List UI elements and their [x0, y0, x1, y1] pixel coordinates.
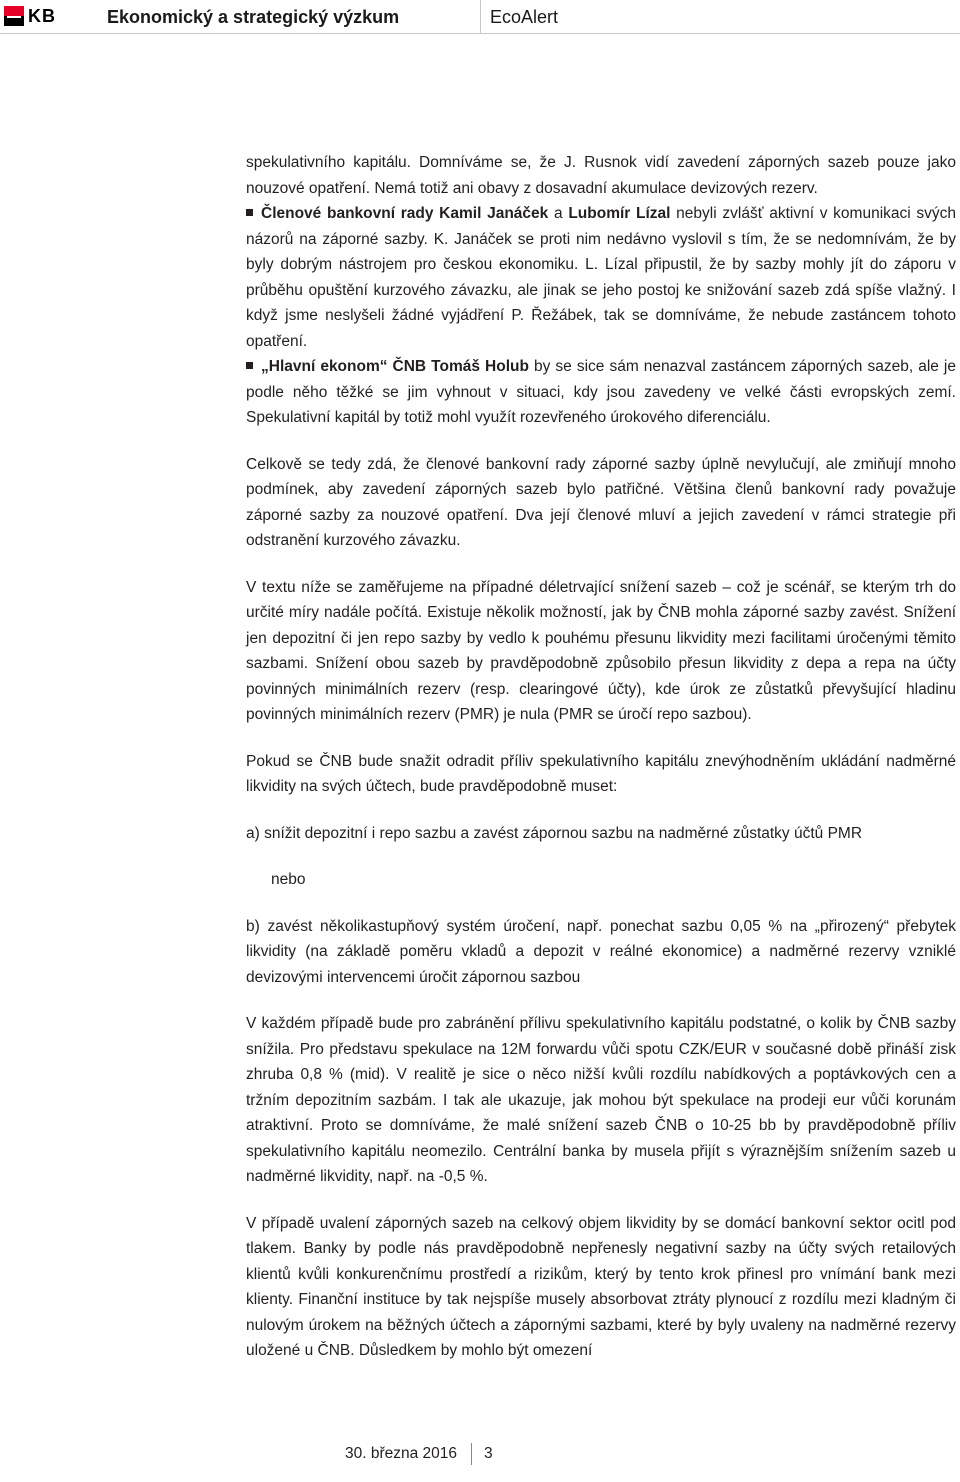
bullet-chief-economist [246, 354, 956, 431]
paragraph-1: spekulativního kapitálu. Domníváme se, že J. Rusnok vidí zavedení záporných sazeb pouze jako nouzové opatření. Nemá totiž ani obavy z dosavadní akumulace devizových rezerv. [246, 154, 956, 197]
list-item-b: b) zavést několikastupňový systém úročení, např. ponechat sazbu 0,05 % na „přirozený“ přebytek likvidity (na základě poměru vkladů a depozit v reálné ekonomice) a nadměrné rezervy vzniklé devizovými intervencemi úročit zápornou sazbou [246, 917, 956, 986]
kb-logo-mark-icon [4, 6, 24, 26]
document-body [246, 150, 956, 1364]
paragraph-3: V textu níže se zaměřujeme na případné déletrvající snížení sazeb – což je scénář, se kterým trh do určité míry nadále počítá. Existuje několik možností, jak by ČNB mohla záporné sazby zavést. Snížení jen depozitní či jen repo sazby by vedlo k pouhému přesunu likvidity mezi facilitami úročenými těmito sazbami. Snížení obou sazeb by pravděpodobně způsobilo přesun likvidity z depa a repa na účty povinných minimálních rezerv (resp. clearingové účty), kde úrok ze zůstatků převyšující hladinu povinných minimálních rezerv (PMR) je nula (PMR se úročí repo sazbou). [246, 578, 956, 723]
paragraph-6: V případě uvalení záporných sazeb na celkový objem likvidity by se domácí bankovní sektor ocitl pod tlakem. Banky by podle nás pravděpodobně nepřenesly negativní sazby na účty svých retailových klientů kvůli konkurenčnímu prostředí a rizikům, který by tento krok přinesl pro vnímání bank mezi klienty. Finanční instituce by tak nejspíše musely absorbovat ztráty plynoucí z rozdílu mezi kladným či nulovým úrokem na běžných účtech a zápornými sazbami, které by byly uvaleny na nadměrné rezervy uložené u ČNB. Důsledkem by mohlo být omezení [246, 1214, 956, 1359]
square-bullet-icon [246, 209, 253, 216]
square-bullet-icon [246, 362, 253, 369]
kb-logo-text: KB [28, 6, 56, 26]
or-text: nebo [271, 871, 306, 888]
bullet2-text-1: by se sice sám nenazval zastáncem záporných sazeb, ale je podle něho těžké se jim vyhnout v situaci, kdy jsou zavedeny ve velké části evropských zemí. Spekulativní kapitál by totiž mohl využít rozevřeného úrokového diferenciálu. [246, 358, 956, 426]
header-title: Ekonomický a strategický výzkum [107, 7, 400, 27]
footer-divider [471, 1443, 472, 1465]
page-header [0, 0, 960, 34]
page-number: 3 [484, 1445, 493, 1462]
paragraph-5: V každém případě bude pro zabránění přílivu spekulativního kapitálu podstatné, o kolik by ČNB sazby snížila. Pro představu spekulace na 12M forwardu vůči spotu CZK/EUR v současné době přináší zisk zhruba 0,8 % (mid). V realitě je sice o něco nižší kvůli rozdílu nabídkových a poptávkových cen a tržním depozitním sazbám. I tak ale ukazuje, jak mohou být spekulace na prodeji eur vůči korunám atraktivní. Proto se domníváme, že malé snížení sazeb ČNB o 10-25 bb by pravděpodobně příliv spekulativního kapitálu neomezilo. Centrální banka by musela přijít s výraznějším snížením sazeb u nadměrné likvidity, např. na -0,5 %. [246, 1015, 956, 1185]
bullet1-bold-2: Lubomír Lízal [568, 205, 671, 222]
bullet1-text-1: a [548, 205, 569, 222]
bullet-board-members [246, 201, 956, 354]
bullet1-bold-1: Členové bankovní rady Kamil Janáček [261, 205, 549, 222]
header-divider [480, 0, 481, 33]
kb-logo [4, 6, 76, 27]
bullet2-bold-1: „Hlavní ekonom“ ČNB Tomáš Holub [261, 358, 529, 375]
footer-date: 30. března 2016 [345, 1445, 458, 1462]
list-item-a: a) snížit depozitní i repo sazbu a zavést zápornou sazbu na nadměrné zůstatky účtů PMR [246, 824, 863, 842]
bullet1-text-2: nebyli zvlášť aktivní v komunikaci svých názorů na záporné sazby. K. Janáček se proti nim nedávno vyslovil s tím, že se nedomnívám, že by byly dobrým nástrojem pro českou ekonomiku. L. Lízal připustil, že by sazby mohly jít do záporu v průběhu opuštění kurzového závazku, ale jinak se jeho postoj ke snižování sazeb zdá spíše vlažný. I když jsme neslyšeli žádné vyjádření P. Řežábek, tak se domníváme, že nebude zastáncem tohoto opatření. [246, 205, 957, 350]
header-product: EcoAlert [490, 7, 559, 27]
page-footer [345, 1443, 493, 1465]
paragraph-4: Pokud se ČNB bude snažit odradit příliv spekulativního kapitálu znevýhodněním ukládání nadměrné likvidity na svých účtech, bude pravděpodobně muset: [246, 752, 956, 795]
paragraph-2: Celkově se tedy zdá, že členové bankovní rady záporné sazby úplně nevylučují, ale zmiňují mnoho podmínek, aby zavedení záporných sazeb bylo patřičné. Většina členů bankovní rady považuje záporné sazby za nouzové opatření. Dva její členové mluví a jejich zavedení v rámci strategie při odstranění kurzového závazku. [246, 455, 956, 549]
